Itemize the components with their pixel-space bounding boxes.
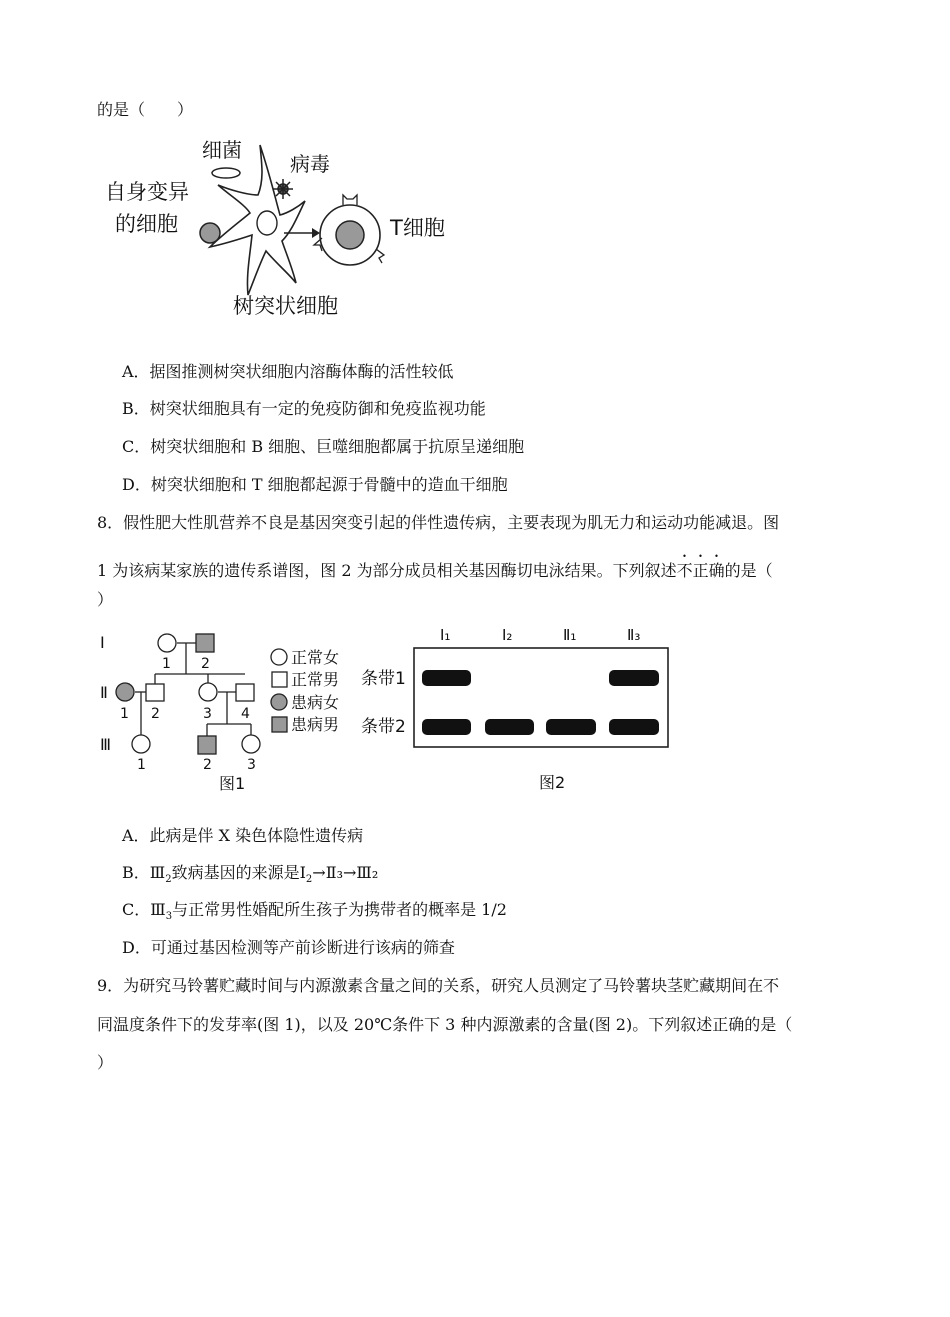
q8-option-d: D．可通过基因检测等产前诊断进行该病的筛查 (122, 938, 455, 957)
q7-option-c: C．树突状细胞和 B 细胞、巨噬细胞都属于抗原呈递细胞 (122, 437, 525, 456)
pedigree-caption: 图1 (219, 774, 246, 793)
band2-I1 (422, 719, 471, 735)
q8-stem-line2-a: 1 为该病某家族的遗传系谱图，图 2 为部分成员相关基因酶切电泳结果。下列叙述 (97, 561, 677, 580)
num-I2: 2 (201, 656, 210, 672)
fig-label-mutant-2: 的细胞 (115, 212, 178, 236)
q8-option-a: A．此病是伴 X 染色体隐性遗传病 (122, 826, 364, 845)
num-III1: 1 (137, 757, 146, 773)
fig-label-mutant-1: 自身变异 (105, 180, 189, 204)
q7-option-a: A．据图推测树突状细胞内溶酶体酶的活性较低 (122, 362, 454, 381)
q8-pedigree-figure (95, 622, 355, 797)
q8-option-b-tail: →Ⅱ₃→Ⅲ₂ (312, 863, 379, 882)
num-II4: 4 (241, 706, 250, 722)
q8-option-b (122, 863, 379, 886)
num-II3: 3 (203, 706, 212, 722)
t-cell-nucleus (336, 221, 364, 249)
q7-option-b: B．树突状细胞具有一定的免疫防御和免疫监视功能 (122, 399, 486, 418)
bacteria-shape (212, 168, 240, 178)
q7-option-d: D．树突状细胞和 T 细胞都起源于骨髓中的造血干细胞 (122, 475, 508, 494)
legend-affected-female: 患病女 (291, 693, 340, 712)
q8-option-b-sub2: 2 (305, 874, 313, 886)
num-I1: 1 (162, 656, 171, 672)
q8-option-c-text: 与正常男性婚配所生孩子为携带者的概率是 1/2 (172, 900, 507, 919)
num-III2: 2 (203, 757, 212, 773)
individual-I1 (158, 634, 176, 652)
q8-option-b-prefix: B．Ⅲ (122, 863, 166, 882)
num-II1: 1 (120, 706, 129, 722)
gel-caption: 图2 (539, 773, 566, 792)
fig-label-virus: 病毒 (290, 152, 330, 176)
num-II2: 2 (151, 706, 160, 722)
q7-stem-tail: 的是（ ） (97, 100, 194, 119)
q8-option-c (122, 900, 507, 923)
individual-III3 (242, 735, 260, 753)
q8-stem-line1: 8．假性肥大性肌营养不良是基因突变引起的伴性遗传病，主要表现为肌无力和运动功能减退。图 (97, 513, 780, 532)
t-cell-receptor-top (343, 195, 357, 205)
legend-normal-female: 正常女 (291, 648, 340, 667)
fig-label-bacteria: 细菌 (202, 138, 242, 162)
individual-II1 (116, 683, 134, 701)
dendritic-nucleus (257, 211, 277, 235)
individual-I2 (196, 634, 214, 652)
individual-III2 (198, 736, 216, 754)
virus-shape (273, 179, 293, 199)
legend-normal-female-icon (271, 649, 287, 665)
num-III3: 3 (247, 757, 256, 773)
q8-stem-line2-b: 的是（ (724, 561, 773, 580)
fig-label-tcell: T细胞 (390, 216, 445, 240)
gel-band2-label: 条带2 (361, 717, 406, 737)
gen-label-1: Ⅰ (100, 633, 105, 652)
gen-label-3: Ⅲ (100, 735, 112, 754)
q9-stem-line2: 同温度条件下的发芽率(图 1)，以及 20℃条件下 3 种内源激素的含量(图 2)。下列叙述正确的是（ (97, 1015, 793, 1034)
band1-II3 (609, 670, 659, 686)
band2-II3 (609, 719, 659, 735)
individual-II3 (199, 683, 217, 701)
q8-stem-emphasis: 不正确 (676, 561, 725, 580)
individual-II2 (146, 684, 164, 701)
gen-label-2: Ⅱ (100, 683, 108, 702)
legend-affected-male-icon (272, 717, 287, 732)
fig-label-dendritic: 树突状细胞 (233, 294, 338, 318)
q8-option-b-sub: 2 (165, 874, 172, 886)
q8-stem-line3: ） (97, 590, 114, 609)
gel-lane-I2: Ⅰ₂ (502, 626, 513, 644)
individual-III1 (132, 735, 150, 753)
q8-gel-figure (355, 620, 675, 800)
individual-II4 (236, 684, 254, 701)
gel-lane-I1: Ⅰ₁ (440, 626, 451, 644)
legend-affected-female-icon (271, 694, 287, 710)
legend-normal-male-icon (272, 672, 287, 687)
band2-II1 (546, 719, 596, 735)
t-cell-receptor-right (376, 249, 384, 263)
legend-affected-male: 患病男 (291, 715, 340, 734)
gel-lane-II1: Ⅱ₁ (563, 626, 577, 644)
band1-I1 (422, 670, 471, 686)
band2-I2 (485, 719, 534, 735)
q9-stem-line3: ） (97, 1053, 114, 1072)
gel-band1-label: 条带1 (361, 669, 406, 689)
q8-option-c-sub: 3 (165, 911, 173, 923)
gel-lane-II3: Ⅱ₃ (627, 626, 641, 644)
legend-normal-male: 正常男 (291, 670, 340, 689)
arrow-head (312, 228, 320, 238)
q8-option-b-text: 致病基因的来源是Ⅰ (171, 863, 306, 882)
q8-stem-line2 (97, 552, 773, 581)
q9-stem-line1: 9．为研究马铃薯贮藏时间与内源激素含量之间的关系，研究人员测定了马铃薯块茎贮藏期间在不 (97, 976, 780, 995)
q8-option-c-prefix: C．Ⅲ (122, 900, 166, 919)
q7-figure (100, 135, 470, 325)
